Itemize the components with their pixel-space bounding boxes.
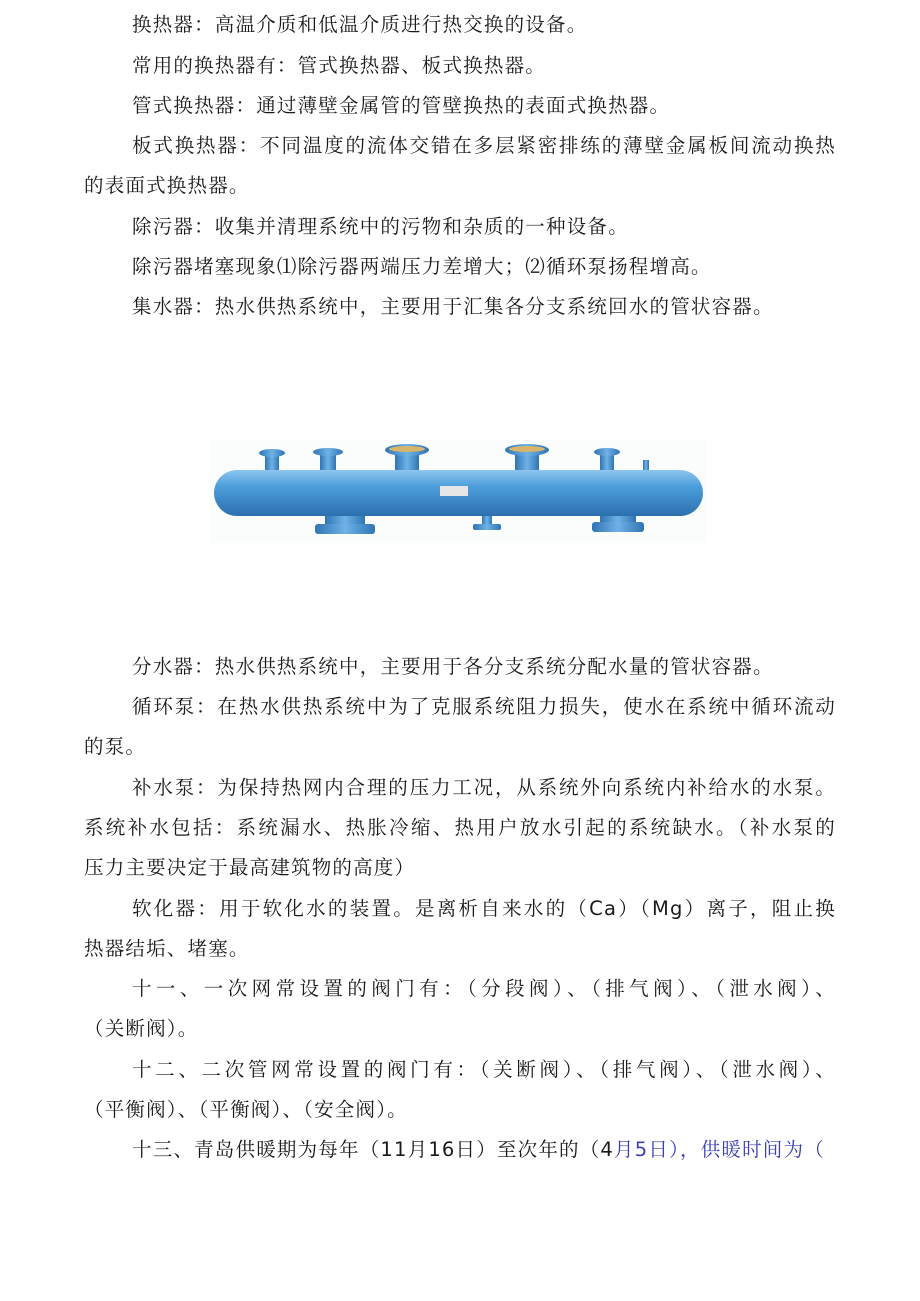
paragraph-circulation-pump-line1: 循环泵：在热水供热系统中为了克服系统阻力损失，使水在系统中循环流动 <box>132 695 836 718</box>
paragraph-primary-valves-line2: （关断阀）。 <box>84 1017 199 1040</box>
paragraph-dirt-separator: 除污器：收集并清理系统中的污物和杂质的一种设备。 <box>132 215 629 238</box>
paragraph-softener-line1: 软化器：用于软化水的装置。是离析自来水的（Ca）（Mg）离子，阻止换 <box>132 897 836 920</box>
paragraph-secondary-valves-line2: （平衡阀）、（平衡阀）、（安全阀）。 <box>84 1098 408 1121</box>
paragraph-primary-valves-line1: 十一、一次网常设置的阀门有：（分段阀）、（排气阀）、（泄水阀）、 <box>132 977 836 1000</box>
paragraph-plate-exchanger-line2: 的表面式换热器。 <box>84 174 250 197</box>
collector-manifold-image <box>210 440 707 543</box>
paragraph-plate-exchanger-line1: 板式换热器：不同温度的流体交错在多层紧密排练的薄壁金属板间流动换热 <box>132 134 836 157</box>
paragraph-makeup-pump-line1: 补水泵：为保持热网内合理的压力工况，从系统外向系统内补给水的水泵。 <box>132 776 836 799</box>
heating-period-link-text: 月5日），供暖时间为（ <box>614 1138 825 1161</box>
paragraph-softener-line2: 热器结垢、堵塞。 <box>84 937 250 960</box>
paragraph-exchanger-types: 常用的换热器有：管式换热器、板式换热器。 <box>132 54 547 77</box>
paragraph-circulation-pump-line2: 的泵。 <box>84 735 147 758</box>
paragraph-makeup-pump-line2: 系统补水包括：系统漏水、热胀冷缩、热用户放水引起的系统缺水。（补水泵的 <box>84 816 836 839</box>
paragraph-secondary-valves-line1: 十二、二次管网常设置的阀门有：（关断阀）、（排气阀）、（泄水阀）、 <box>132 1058 836 1081</box>
paragraph-heat-exchanger: 换热器：高温介质和低温介质进行热交换的设备。 <box>132 13 588 36</box>
paragraph-water-collector: 集水器：热水供热系统中，主要用于汇集各分支系统回水的管状容器。 <box>132 295 774 318</box>
heating-period-text: 十三、青岛供暖期为每年（11月16日）至次年的（4 <box>132 1138 615 1161</box>
paragraph-makeup-pump-line3: 压力主要决定于最高建筑物的高度） <box>84 856 416 879</box>
paragraph-tube-exchanger: 管式换热器：通过薄壁金属管的管壁换热的表面式换热器。 <box>132 94 671 117</box>
paragraph-dirt-separator-blockage: 除污器堵塞现象⑴除污器两端压力差增大；⑵循环泵扬程增高。 <box>132 255 712 278</box>
paragraph-heating-period <box>132 1135 825 1165</box>
paragraph-water-distributor: 分水器：热水供热系统中，主要用于各分支系统分配水量的管状容器。 <box>132 655 774 678</box>
